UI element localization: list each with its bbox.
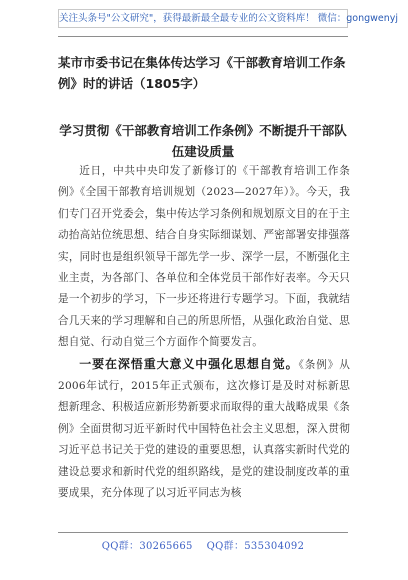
- header-banner: 关注头条号"公文研究"，获得最新最全最专业的公文资料库！ 微信：gongwenyj: [58, 9, 348, 28]
- footer-divider: [58, 532, 348, 533]
- paragraph-subheading: 一要在深悟重大意义中强化思想自觉。: [79, 356, 299, 371]
- body-paragraph: 近日，中共中央印发了新修订的《干部教育培训工作条例》《全国干部教育培训规划（2023—2027年）》。今天，我们专门召开党委会，集中传达学习条例和规划原文目的在于主动抬高站位统思想、结合自身实际细谋划、严密部署安排强落实，同时也是组织领导干部先学一步、深学一层，不断强化主业主责，为各部门、各单位和全体党员干部作好表率。今天只是一个初步的学习，下一步还将进行专题学习。下面，我就结合几天来的学习理解和自己的所思所悟，从强化政治自觉、思想自觉、行动自觉三个方面作个简要发言。: [58, 165, 350, 349]
- footer-contacts: [58, 537, 348, 552]
- qq-group-2: QQ群：535304092: [206, 541, 305, 552]
- paragraph-text: 《条例》从2006年试行，2015年正式颁布，这次修订是及时对标新思想新理念、积极适应新形势新要求而取得的重大战略成果《条例》全面贯彻习近平新时代中国特色社会主义思想，深入贯彻习近平总书记关于党的建设的重要思想，认真落实新时代党的建设总要求和新时代党的组织路线，是党的建设制度改革的重要成果，充分体现了以习近平同志为核: [58, 358, 351, 500]
- document-body: [58, 161, 350, 505]
- header-divider: [58, 36, 348, 37]
- body-paragraph: [58, 354, 350, 505]
- qq-group-1: QQ群：30265665: [101, 541, 193, 552]
- section-heading: 学习贯彻《干部教育培训工作条例》不断提升干部队伍建设质量: [59, 123, 347, 159]
- document-title: 某市市委书记在集体传达学习《干部教育培训工作条例》时的讲话（1805字）: [58, 55, 346, 91]
